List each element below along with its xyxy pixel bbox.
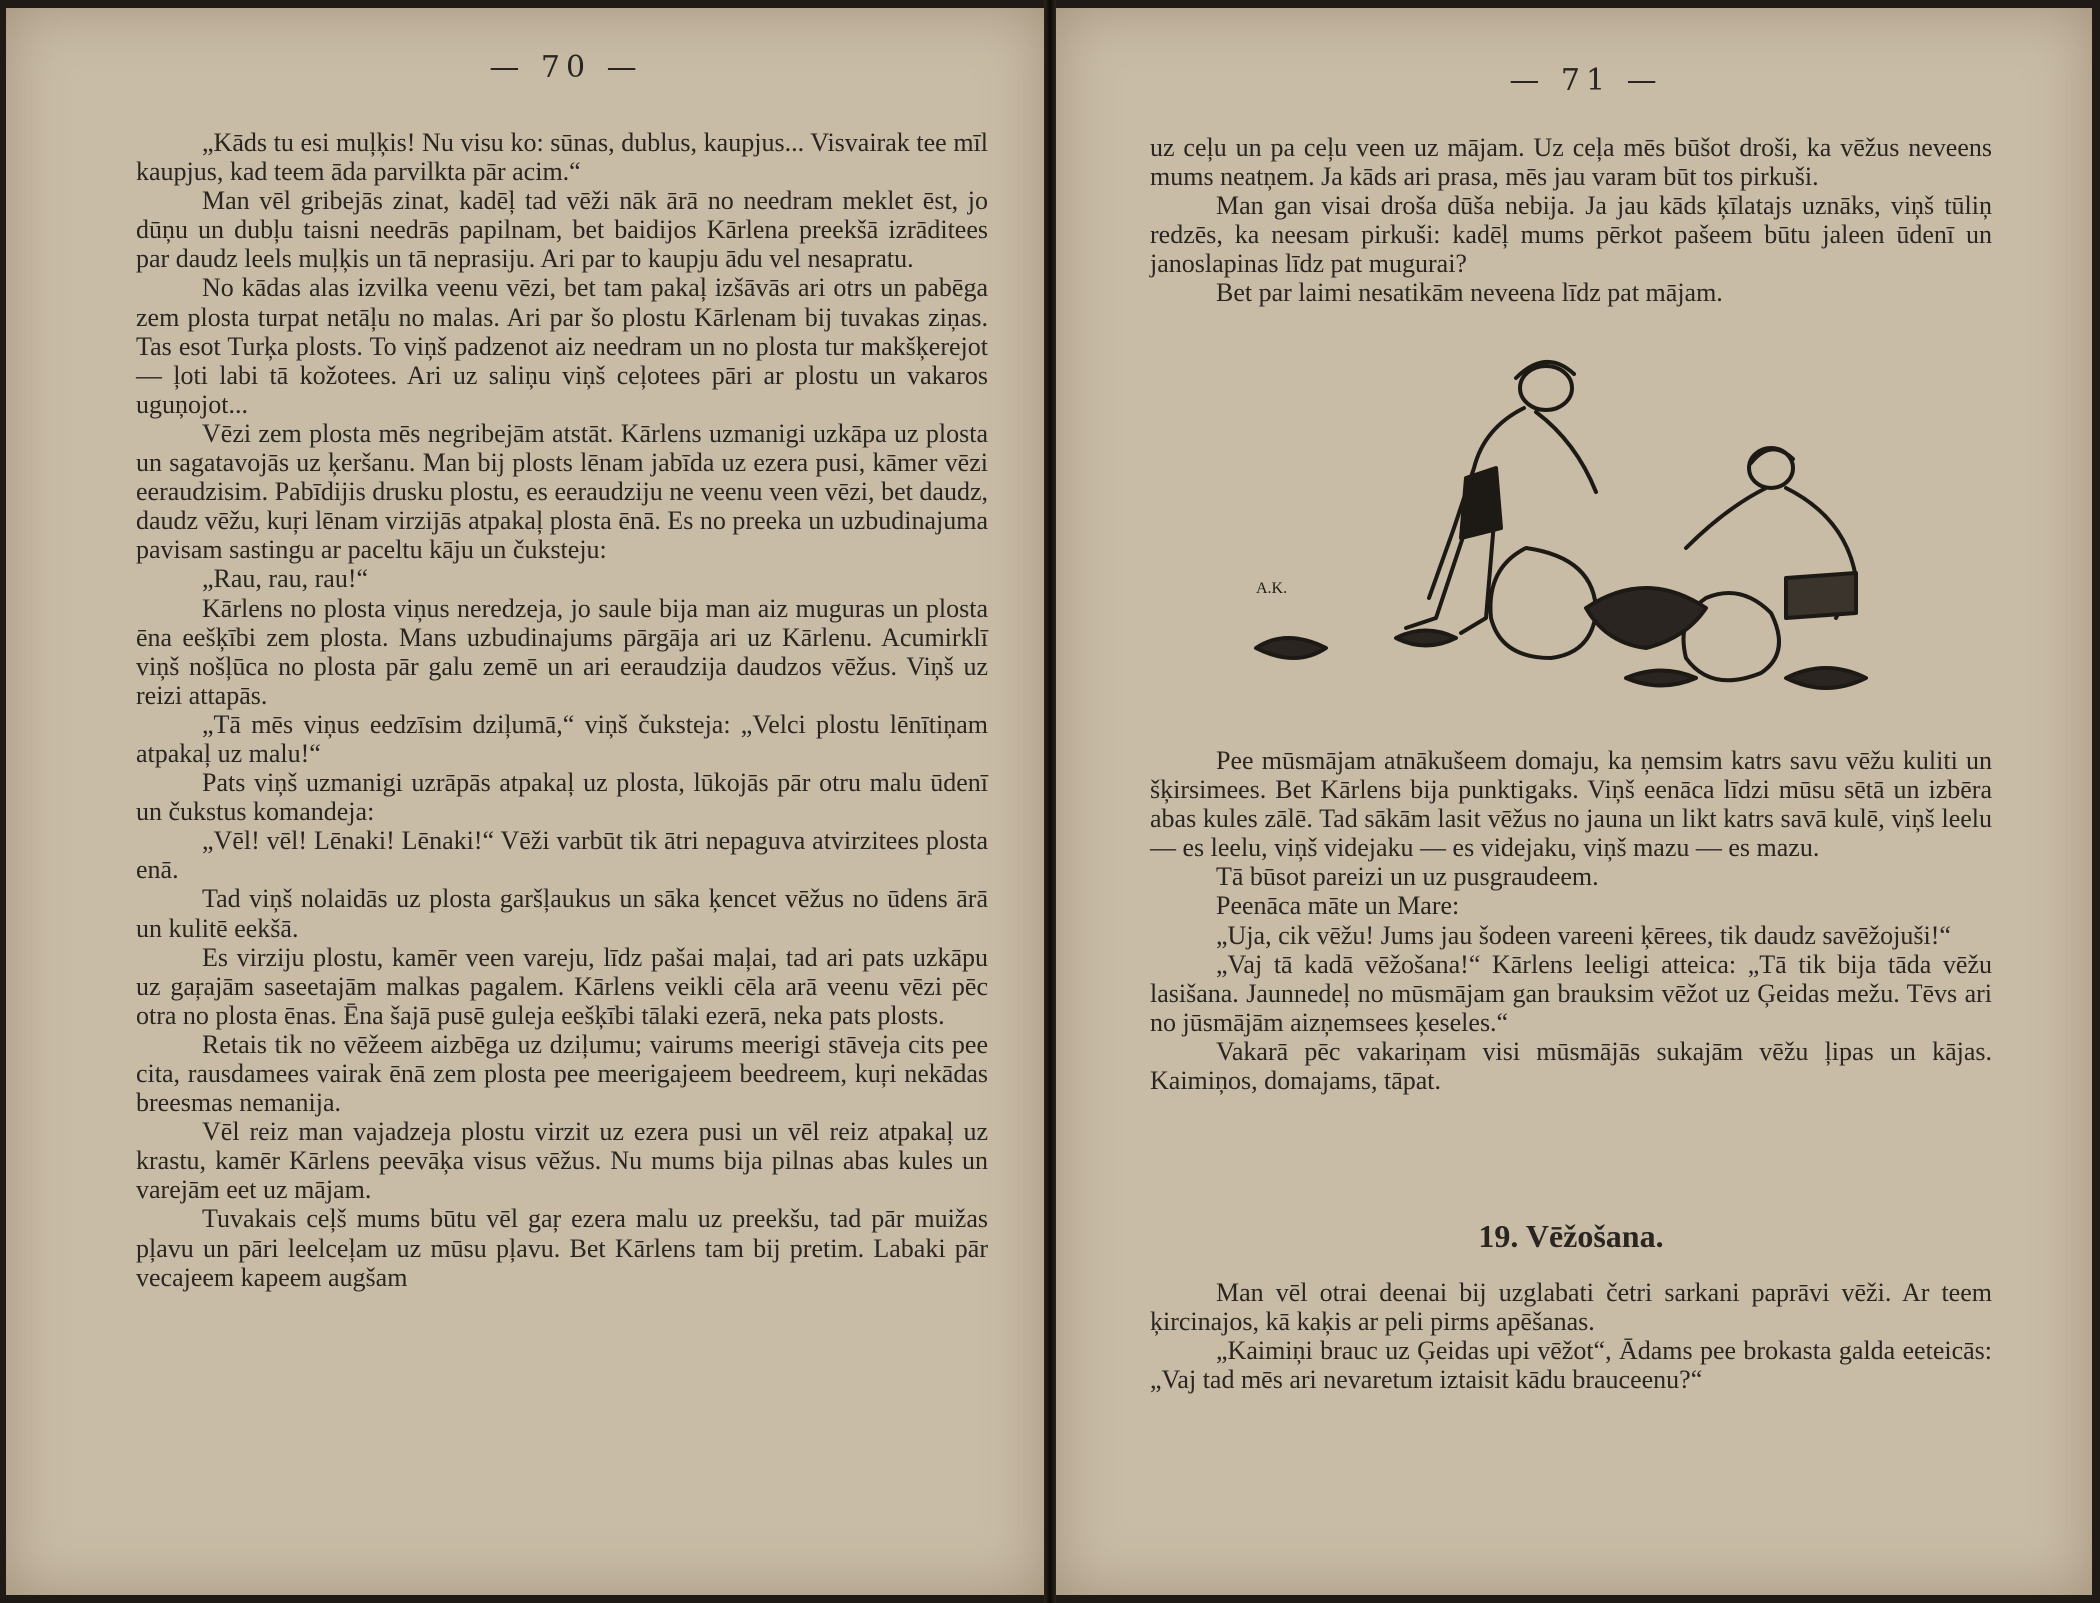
paragraph: „Kaimiņi brauc uz Ģeidas upi vēžot“, Ādams pee brokasta galda eeteicās: „Vaj tad mēs ari nevaretum iztaisit kādu brauceenu?“ [1150, 1336, 1992, 1395]
crayfish [1396, 631, 1456, 646]
paragraph: Man gan visai droša dūša nebija. Ja jau kāds ķīlatajs uznāks, viņš tūliņ redzēs, ka neesam pirkuši: kadēļ mums pērkot pašeem būtu jaleen ūdenī un janoslapinas līdz pat mugurai? [1150, 191, 1992, 279]
paragraph: uz ceļu un pa ceļu veen uz mājam. Uz ceļa mēs būšot droši, ka vēžus neveens mums neatņem. Ja kāds ari prasa, mēs jau varam būt tos pirkuši. [1150, 133, 1992, 192]
right-page-text-top [1150, 133, 1992, 308]
paragraph: „Uja, cik vēžu! Jums jau šodeen vareeni ķērees, tik daudz savēžojuši!“ [1216, 920, 1951, 950]
boy-trousers [1461, 468, 1501, 538]
crayfish [1626, 671, 1696, 686]
paragraph: „Vēl! vēl! Lēnaki! Lēnaki!“ Vēži varbūt tik ātri nepaguva atvirzitees plosta enā. [136, 826, 988, 885]
paragraph: Man vēl otrai deenai bij uzglabati četri sarkani paprāvi vēži. Ar teem ķircinajos, kā kaķis ar peli pirms apēšanas. [1150, 1278, 1992, 1337]
sack-left [1490, 548, 1596, 658]
paragraph: No kādas alas izvilka veenu vēzi, bet tam pakaļ izšāvās ari otrs un pabēga zem plosta turpat netāļu no malas. Ari par šo plostu Kārlenam bij tuvakas ziņas. Tas esot Turķa plosts. To viņš padzenot aiz needram un no plosta tur makšķerejot — ļoti labi tā kožotees. Ari uz saliņu viņš ceļotees pāri ar plostu un vakaros uguņojot... [136, 273, 988, 419]
crayfish-pile [1586, 588, 1706, 648]
boy-head [1520, 366, 1572, 410]
chapter-text [1150, 1278, 1992, 1394]
crayfish [1256, 638, 1326, 658]
paragraph: Bet par laimi nesatikām neveena līdz pat mājam. [1216, 278, 1723, 308]
paragraph: Es virziju plostu, kamēr veen vareju, līdz pašai maļai, tad ari pats uzkāpu uz gaŗajām saseetajām malkas pagalem. Kārlens veikli cēla arā veenu vēzi pēc otra no plosta ēnas. Ēna šajā pusē guleja eešķībi tālaki ezerā, neka pats plosts. [136, 942, 988, 1030]
paragraph: „Vaj tā kadā vēžošana!“ Kārlens leeligi atteica: „Tā tik bija tāda vēžu lasišana. Jaunnedeļ no mūsmājam gan brauksim vēžot uz Ģeidas mežu. Tēvs ari no jūsmājām aizņemsees ķeseles.“ [1150, 949, 1992, 1037]
paragraph: „Tā mēs viņus eedzīsim dziļumā,“ viņš čuksteja: „Velci plostu lēnītiņam atpakaļ uz malu!“ [136, 709, 988, 768]
paragraph: „Kāds tu esi muļķis! Nu visu ko: sūnas, dublus, kaupjus... Visvairak tee mīl kaupjus, kad teem āda parvilkta pār acim.“ [136, 128, 988, 187]
paragraph: Vakarā pēc vakariņam visi mūsmājās sukajām vēžu ļipas un kājas. Kaimiņos, domajams, tāpat. [1150, 1036, 1992, 1096]
book-gutter [1044, 0, 1056, 1603]
boy-arm [1536, 412, 1596, 492]
chapter-heading: 19. Vēžošana. [1478, 1218, 1664, 1254]
paragraph: Kārlens no plosta viņus neredzeja, jo saule bija man aiz muguras un plosta ēna eešķībi zem plosta. Mans uzbudinajums pārgāja ari uz Kārlenu. Acumirklī viņš nošļūca no plosta pār galu zemē un ari eeraudzija daudzos vēžus. Viņš uz reizi attapās. [136, 593, 988, 710]
paragraph: Pee mūsmājam atnākušeem domaju, ka ņemsim katrs savu vēžu kuliti un šķirsimees. Bet Kārlens bija punktigaks. Viņš eenāca līdzi mūsu sētā un izbēra abas kules zālē. Tad sākām lasit vēžus no jauna un likt katrs savā kulē, viņš leelu — es leelu, viņš videjaku — es videjaku, viņš mazu — es mazu. [1150, 746, 1992, 863]
paragraph: Man vēl gribejās zinat, kadēļ tad vēži nāk ārā no needram meklet ēst, jo dūņu un dubļu taisni needrās papilnam, bet baidijos Kārlena preekšā izrāditees par daudz leels muļķis un tā neprasiju. Ari par to kaupju ādu vel nesapratu. [136, 186, 988, 274]
right-page-text-bottom [1150, 746, 1992, 1095]
paragraph: Tad viņš nolaidās uz plosta garšļaukus un sāka ķencet vēžus no ūdens ārā un kulitē eekšā. [136, 884, 988, 943]
crayfish-illustration [1226, 348, 1946, 718]
right-page [1056, 8, 2092, 1595]
left-page-text [136, 128, 988, 1292]
paragraph: „Rau, rau, rau!“ [202, 564, 369, 594]
paragraph: Peenāca māte un Mare: [1216, 891, 1460, 921]
paragraph: Vēzi zem plosta mēs negribejām atstāt. Kārlens uzmanigi uzkāpa uz plosta un sagatavojās uz ķeršanu. Man bij plosts lēnam jabīda uz ezera pusi, kāmer vēzi eeraudzisim. Pabīdijis drusku plostu, es eeraudziju ne veenu veen vēzi, bet daudz, daudz vēžu, kuŗi lēnam virzijās atpakaļ plosta ēnā. Es no preeka un uzbudinajuma pavisam sastingu ar paceltu kāju un čuksteju: [136, 418, 988, 565]
paragraph: Pats viņš uzmanigi uzrāpās atpakaļ uz plosta, lūkojās pār otru malu ūdenī un čukstus komandeja: [136, 768, 988, 827]
page-number: — 71 — [1509, 63, 1663, 98]
crouching-boy-arm [1686, 488, 1766, 548]
paragraph: Tā būsot pareizi un uz pusgraudeem. [1216, 862, 1599, 892]
paragraph: Retais tik no vēžeem aizbēga uz dziļumu; vairums meerigi stāveja cits pee cita, rausdamees vairak ēnā zem plosta pee meerigajeem beedreem, kuŗi nekādas breesmas nemanija. [136, 1029, 988, 1118]
crouching-boy-trousers [1786, 573, 1856, 618]
page-number: — 70 — [489, 50, 643, 85]
crayfish [1786, 668, 1866, 688]
illustrator-signature: A.K. [1256, 580, 1288, 597]
left-page [6, 8, 1044, 1595]
paragraph: Tuvakais ceļš mums būtu vēl gaŗ ezera malu uz preekšu, tad pār muižas pļavu un pāri leelceļam uz mūsu pļavu. Bet Kārlens tam bij pretim. Labaki pār vecajeem kapeem augšam [136, 1204, 988, 1292]
paragraph: Vēl reiz man vajadzeja plostu virzit uz ezera pusi un vēl reiz atpakaļ uz krastu, kamēr Kārlens peevāķa visus vēžus. Nu mums bija pilnas abas kules un varejām eet uz mājam. [136, 1117, 988, 1205]
